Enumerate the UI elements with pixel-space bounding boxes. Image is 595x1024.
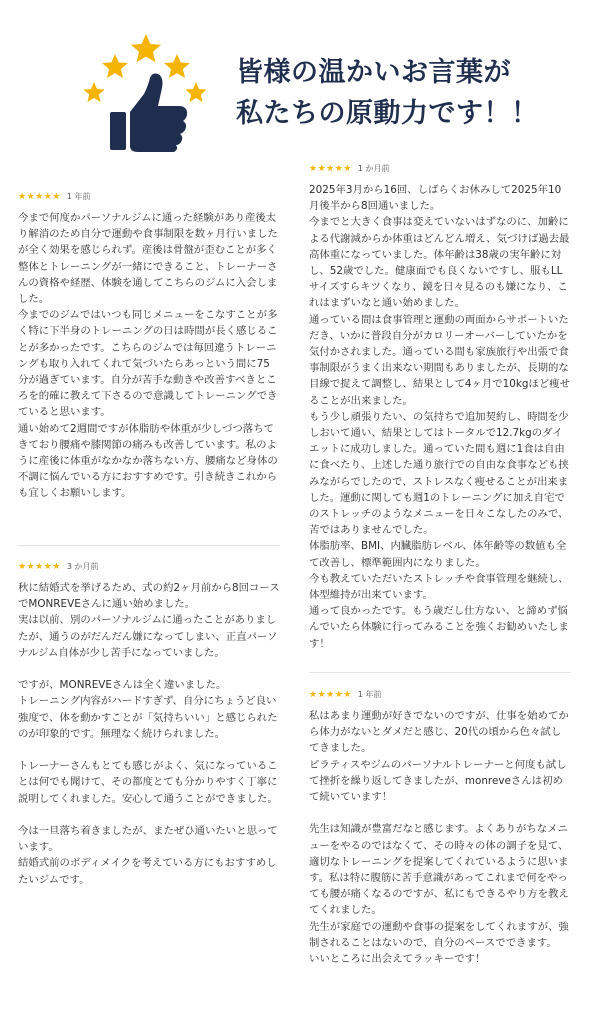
review-age: 1 年前: [357, 690, 382, 699]
review-text: 秋に結婚式を挙げるため、式の約2ヶ月前から8回コースでMONREVEさんに通い始めました。 実は以前、別のパーソナルジムに通ったことがありましたが、通うのがだんだん嫌になってしまい、正直パーソナルジム自体が少し苦手になっていました。 ですが、MONREVEさんは全く違いました。 トレーニング内容がハードすぎず、自分にちょうど良い強度で、体を動かすことが「気持ちいい」と感じられたのが印象的です。無理なく続けられました。 トレーナーさんもとても感じがよく、気になっていることは何でも聞けて、その都度とても分かりやすく丁寧に説明してくれました。安心して通うことができました。 今は一旦落ち着きましたが、またぜひ通いたいと思っています。 結婚式前のボディメイクを考えている方にもおすすめしたいジムです。: [18, 582, 280, 886]
headline-line-2: 私たちの原動力です！！: [236, 98, 539, 129]
star-icon: [164, 54, 190, 78]
star-icon: [102, 54, 128, 78]
review-card: [309, 688, 571, 967]
thumbs-up-icon: [110, 74, 187, 153]
star-icon: [185, 82, 206, 102]
review-text: 私はあまり運動が好きでないのですが、仕事を始めてから体力がないとダメだと感じ、20代の頃から色々試してきました。 ピラティスやジムのパーソナルトレーナーと何度も試して挫折を繰り返してきましたが、monreveさんは初めて続いています！ 先生は知識が豊富だなと感じます。よくありがちなメニューをやるのではなくて、その時々の体の調子を見て、適切なトレーニングを提案してくれているように思います。私は特に腹筋に苦手意識があってこれまで何をやっても腰が痛くなるのですが、私にもできるやり方を教えてくれました。 先生が家庭での運動や食事の提案をしてくれますが、強制されることはないので、自分のペースでできます。 いいところに出会えてラッキーです！: [309, 710, 569, 966]
review-age: 1 か月前: [357, 164, 390, 173]
star-rating: ★★★★★: [309, 164, 352, 174]
review-text: 2025年3月から16回、しばらくお休みして2025年10月後半から8回通いました。 今までと大きく食事は変えていないはずなのに、加齢による代謝減からか体重はどんどん増え、気づけば過去最高体重になっていました。体年齢は38歳の実年齢に対し、52歳でした。健康面でも良くないですし、服もLLサイズすらキツくなり、鏡を日々見るのも嫌になり、これはまずいなと通い始めました。 通っている間は食事管理と運動の両面からサポートいただき、いかに普段自分がカロリーオーバーしていたかを気付かされました。通っている間も家族旅行や出張で食事制限がうまく出来ない期間もありましたが、長期的な目線で捉えて調整し、結果として4ヶ月で10kgほど痩せることが出来ました。 もう少し頑張りたい、の気持ちで追加契約し、時間を少しおいて通い、結果としてはトータルで12.7kgのダイエットに成功しました。通っていた間も週に1食は自由に食べたり、上述した通り旅行での自由な食事なども挟みながらでしたので、ストレスなく痩せることが出来ました。運動に関しても週1のトレーニングに加え自宅でのストレッチのようなメニューを日々こなしたのみで、苦ではありませんでした。 体脂肪率、BMI、内臓脂肪レベル、体年齢等の数値も全て改善し、標準範囲内になりました。 今も教えていただいたストレッチや食事管理を継続し、体型維持が出来ています。 通って良かったです。もう歳だし仕方ない、と諦めず悩んでいたら体験に行ってみることを強くお勧めいたします！: [309, 184, 571, 650]
rating-thumbs-graphic: [80, 28, 210, 153]
review-card: [18, 190, 280, 502]
headline-line-1: 皆様の温かいお言葉が: [236, 57, 511, 88]
review-meta: [309, 688, 571, 702]
star-icon: [83, 82, 104, 102]
star-rating: ★★★★★: [309, 690, 352, 700]
star-rating: ★★★★★: [18, 192, 61, 202]
divider: [309, 672, 571, 673]
review-meta: [309, 162, 571, 176]
review-meta: [18, 190, 280, 204]
star-icon: [131, 34, 161, 62]
divider: [18, 545, 280, 546]
page-title: [236, 52, 539, 134]
review-meta: [18, 560, 280, 574]
review-card: [309, 162, 571, 652]
review-age: 1 年前: [66, 192, 91, 201]
review-text: 今まで何度かパーソナルジムに通った経験があり産後太り解消のため自分で運動や食事制限を数ヶ月行いましたが全く効果を感じられず。産後は骨盤が歪むことが多く整体とトレーニングが一緒にできること、トレーナーさんの資格や経歴、体験を通してこちらのジムに入会しました。 今までのジムではいつも同じメニューをこなすことが多く特に下半身のトレーニングの日は時間が長く感じることが多かったです。こちらのジムでは毎回違うトレーニングも取り入れてくれて気づいたらあっという間に75分が過ぎています。自分が苦手な動きや改善すべきところを的確に教えて下さるので意識してトレーニングできていると思います。 通い始めて2週間ですが体脂肪や体重が少しづつ落ちてきており腰痛や膝関節の痛みも改善しています。私のように産後に体重がなかなか落ちない方、腰痛など身体の不調に悩んでいる方におすすめです。引き続きこれからも宜しくお願いします。: [18, 212, 278, 500]
review-age: 3 か月前: [66, 562, 99, 571]
star-rating: ★★★★★: [18, 562, 61, 572]
review-card: [18, 560, 280, 888]
